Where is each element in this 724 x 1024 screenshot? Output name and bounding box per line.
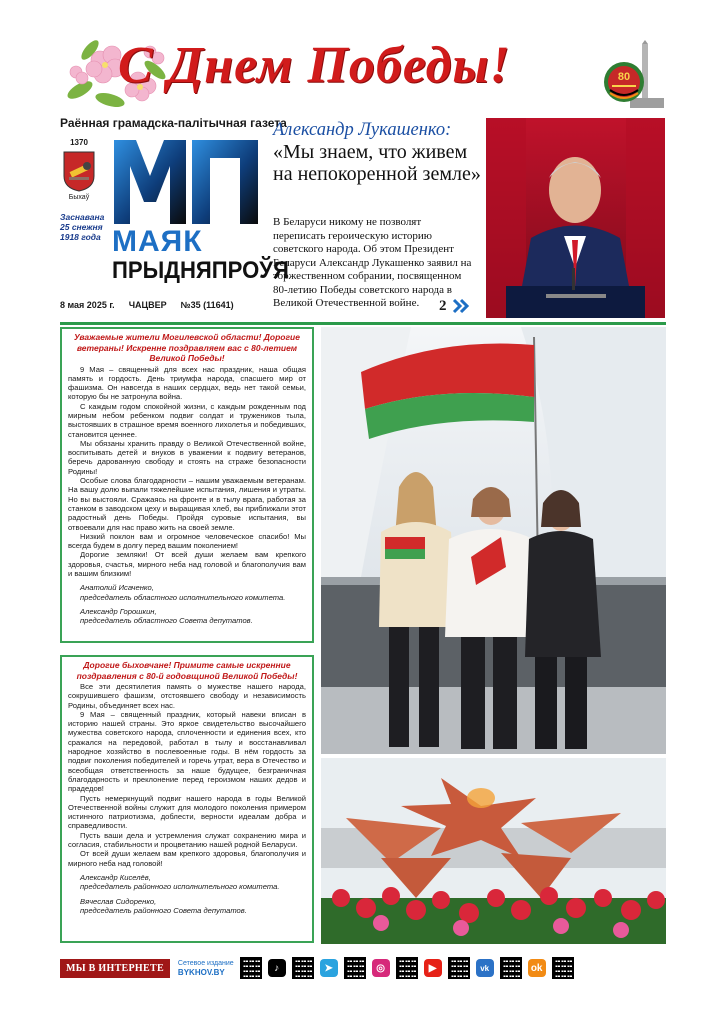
newspaper-name-line2: ПРЫДНЯПРОЎЯ	[112, 257, 289, 284]
district-paragraph: Все эти десятилетия память о мужестве нашего народа, сокрушившего фашизм, отстоявшего свободу и независимость Родины, объединяет всех нас.	[68, 682, 306, 710]
issue-info	[60, 300, 270, 310]
newspaper-name-line1: МАЯК	[112, 225, 203, 258]
district-paragraph: От всей души желаем вам крепкого здоровья, благополучия и мирного неба над головой!	[68, 849, 306, 868]
lead-article-headline[interactable]: «Мы знаем, что живем на непокоренной земле»	[273, 141, 481, 185]
section-divider	[60, 322, 666, 325]
signatory-name: Александр Киселёв,	[80, 872, 151, 882]
newspaper-logo-mp	[110, 136, 262, 228]
regional-signatures	[62, 578, 312, 625]
signatory-title: председатель районного исполнительного комитета.	[80, 882, 280, 892]
regional-greeting-heading: Уважаемые жители Могилевской области! Дорогие ветераны! Искренне поздравляем вас с 80-летием Великой Победы!	[74, 332, 300, 363]
qr-code-icon[interactable]	[500, 957, 522, 979]
qr-code-icon[interactable]	[396, 957, 418, 979]
online-label: МЫ В ИНТЕРНЕТЕ	[60, 959, 170, 978]
district-paragraph: Пусть ваши дела и устремления служат сохранению мира и согласия, стабильности и процветанию нашей родной Беларуси.	[68, 830, 306, 850]
double-chevron-right-icon[interactable]	[452, 298, 470, 314]
victory-day-banner	[0, 0, 724, 112]
qr-code-icon[interactable]	[240, 957, 262, 979]
vk-icon[interactable]: vk	[476, 959, 494, 977]
founded-note: Заснавана 25 снежня 1918 года	[60, 212, 105, 242]
80-years-victory-emblem	[600, 40, 670, 112]
issue-date: 8 мая 2025 г.	[60, 300, 115, 310]
signatory-name: Александр Горошкин,	[80, 606, 157, 616]
signatory-title: председатель областного исполнительного комитета.	[80, 592, 286, 602]
district-paragraph: Пусть немеркнущий подвиг нашего народа в годы Великой Отечественной войны служит для молодого поколения примером истинного патриотизма, доблести, верности идеалам добра и справедливости.	[68, 793, 306, 831]
signatory-title: председатель областного Совета депутатов.	[80, 616, 253, 626]
issue-number: №35 (11641)	[180, 300, 234, 310]
qr-code-icon[interactable]	[292, 957, 314, 979]
qr-code-icon[interactable]	[552, 957, 574, 979]
bykhov-coat-of-arms-icon	[62, 150, 96, 192]
site-link[interactable]: BYKHOV.BY	[177, 967, 225, 977]
signatory-name: Вячеслав Сидоренко,	[80, 896, 157, 906]
lead-page-reference[interactable]: 2	[439, 298, 447, 314]
president-speech-photo	[486, 118, 665, 318]
regional-paragraph: 9 Мая – священный для всех нас праздник, наша общая память и гордость. День триумфа народа, спасшего мир от фашизма. Он навсегда в наших сердцах, ведь нет такой семьи, которую бы не затронула война.	[68, 364, 306, 402]
district-greeting-heading: Дорогие быховчане! Примите самые искренние поздравления с 80-й годовщиной Великой Победы!	[76, 660, 298, 681]
signatory-title: председатель районного Совета депутатов.	[80, 905, 247, 915]
lead-article-text: В Беларуси никому не позволят переписать героическую историю советского народа. Об этом Президент Беларуси Александр Лукашенко заявил на торжественном собрании, посвященном 80-летию Победы советского народа в Великой Отечественной войне.	[273, 216, 472, 309]
signatory-name: Анатолий Исаченко,	[80, 583, 154, 593]
svg-text:80: 80	[617, 71, 631, 83]
eternal-flame-flowers-photo	[321, 758, 666, 944]
site-label: Сетевое издание	[177, 959, 234, 967]
regional-greeting-box	[60, 327, 314, 643]
newspaper-tagline: Раённая грамадска-палітычная газета	[60, 116, 287, 130]
regional-paragraph: С каждым годом спокойной жизни, с каждым рожденным под мирным небом ребенком подвиг солдат и тружеников тыла, выстоявших в страшное время военного лихолетья и победивших, становится ценнее.	[68, 401, 306, 439]
issue-weekday: ЧАЦВЕР	[128, 300, 167, 310]
qr-code-icon[interactable]	[344, 957, 366, 979]
regional-paragraph: Низкий поклон вам и огромное человеческое спасибо! Мы всегда будем в долгу перед вашим поколением!	[68, 531, 306, 551]
district-greeting-box	[60, 655, 314, 943]
telegram-icon[interactable]: ➤	[320, 959, 338, 977]
district-greeting-body	[62, 681, 312, 868]
regional-greeting-body	[62, 364, 312, 579]
women-with-flag-photo	[321, 327, 666, 754]
regional-paragraph: Мы обязаны хранить правду о Великой Отечественной войне, воспитывать детей и внуков в уважении к подвигу ветеранов, беречь дарованную свободу и стоять на страже безопасности Родины!	[68, 438, 306, 476]
coat-of-arms-year: 1370	[70, 138, 88, 147]
lead-article-kicker: Александр Лукашенко:	[273, 120, 452, 140]
district-signatures	[62, 868, 312, 915]
victory-day-title: С Днем Победы!	[118, 37, 511, 94]
instagram-icon[interactable]: ◎	[372, 959, 390, 977]
regional-paragraph: Особые слова благодарности – нашим уважаемым ветеранам. На вашу долю выпали тяжелейшие испытания, лишения и утраты. Но вы выстояли. Сражаясь на фронте и в тылу врага, работая за станком в заводском цеху и выращивая хлеб, вы приближали этот радостный день Победы. Пройдя суровые испытания, вы отвоевали для нас право жить на своей земле.	[68, 476, 306, 532]
coat-of-arms-city: Быхаў	[68, 194, 90, 201]
district-paragraph: 9 Мая – священный праздник, который навеки вписан в историю нашей страны. Это яркое свидетельство высочайшего мужества советского народа, сплоченности и единения всех, кто сражался на передовой, работал в тылу и восстанавливал народное хозяйство в послевоенные годы. В нём гордость за подвиг поколения победителей и горечь утрат, вера в Отечество и всеобщая ответственность за наше будущее, безграничная благодарность и преклонение перед героизмом наших дедов и прадедов!	[68, 709, 306, 794]
qr-code-icon[interactable]	[448, 957, 470, 979]
site-block[interactable]	[170, 960, 234, 977]
odnoklassniki-icon[interactable]: ok	[528, 959, 546, 977]
regional-paragraph: Дорогие земляки! От всей души желаем вам крепкого здоровья, счастья, мирного неба над головой и благополучия вам и вашим близким!	[68, 550, 306, 579]
tiktok-icon[interactable]: ♪	[268, 959, 286, 977]
online-presence-footer	[60, 954, 666, 982]
youtube-icon[interactable]: ▶	[424, 959, 442, 977]
